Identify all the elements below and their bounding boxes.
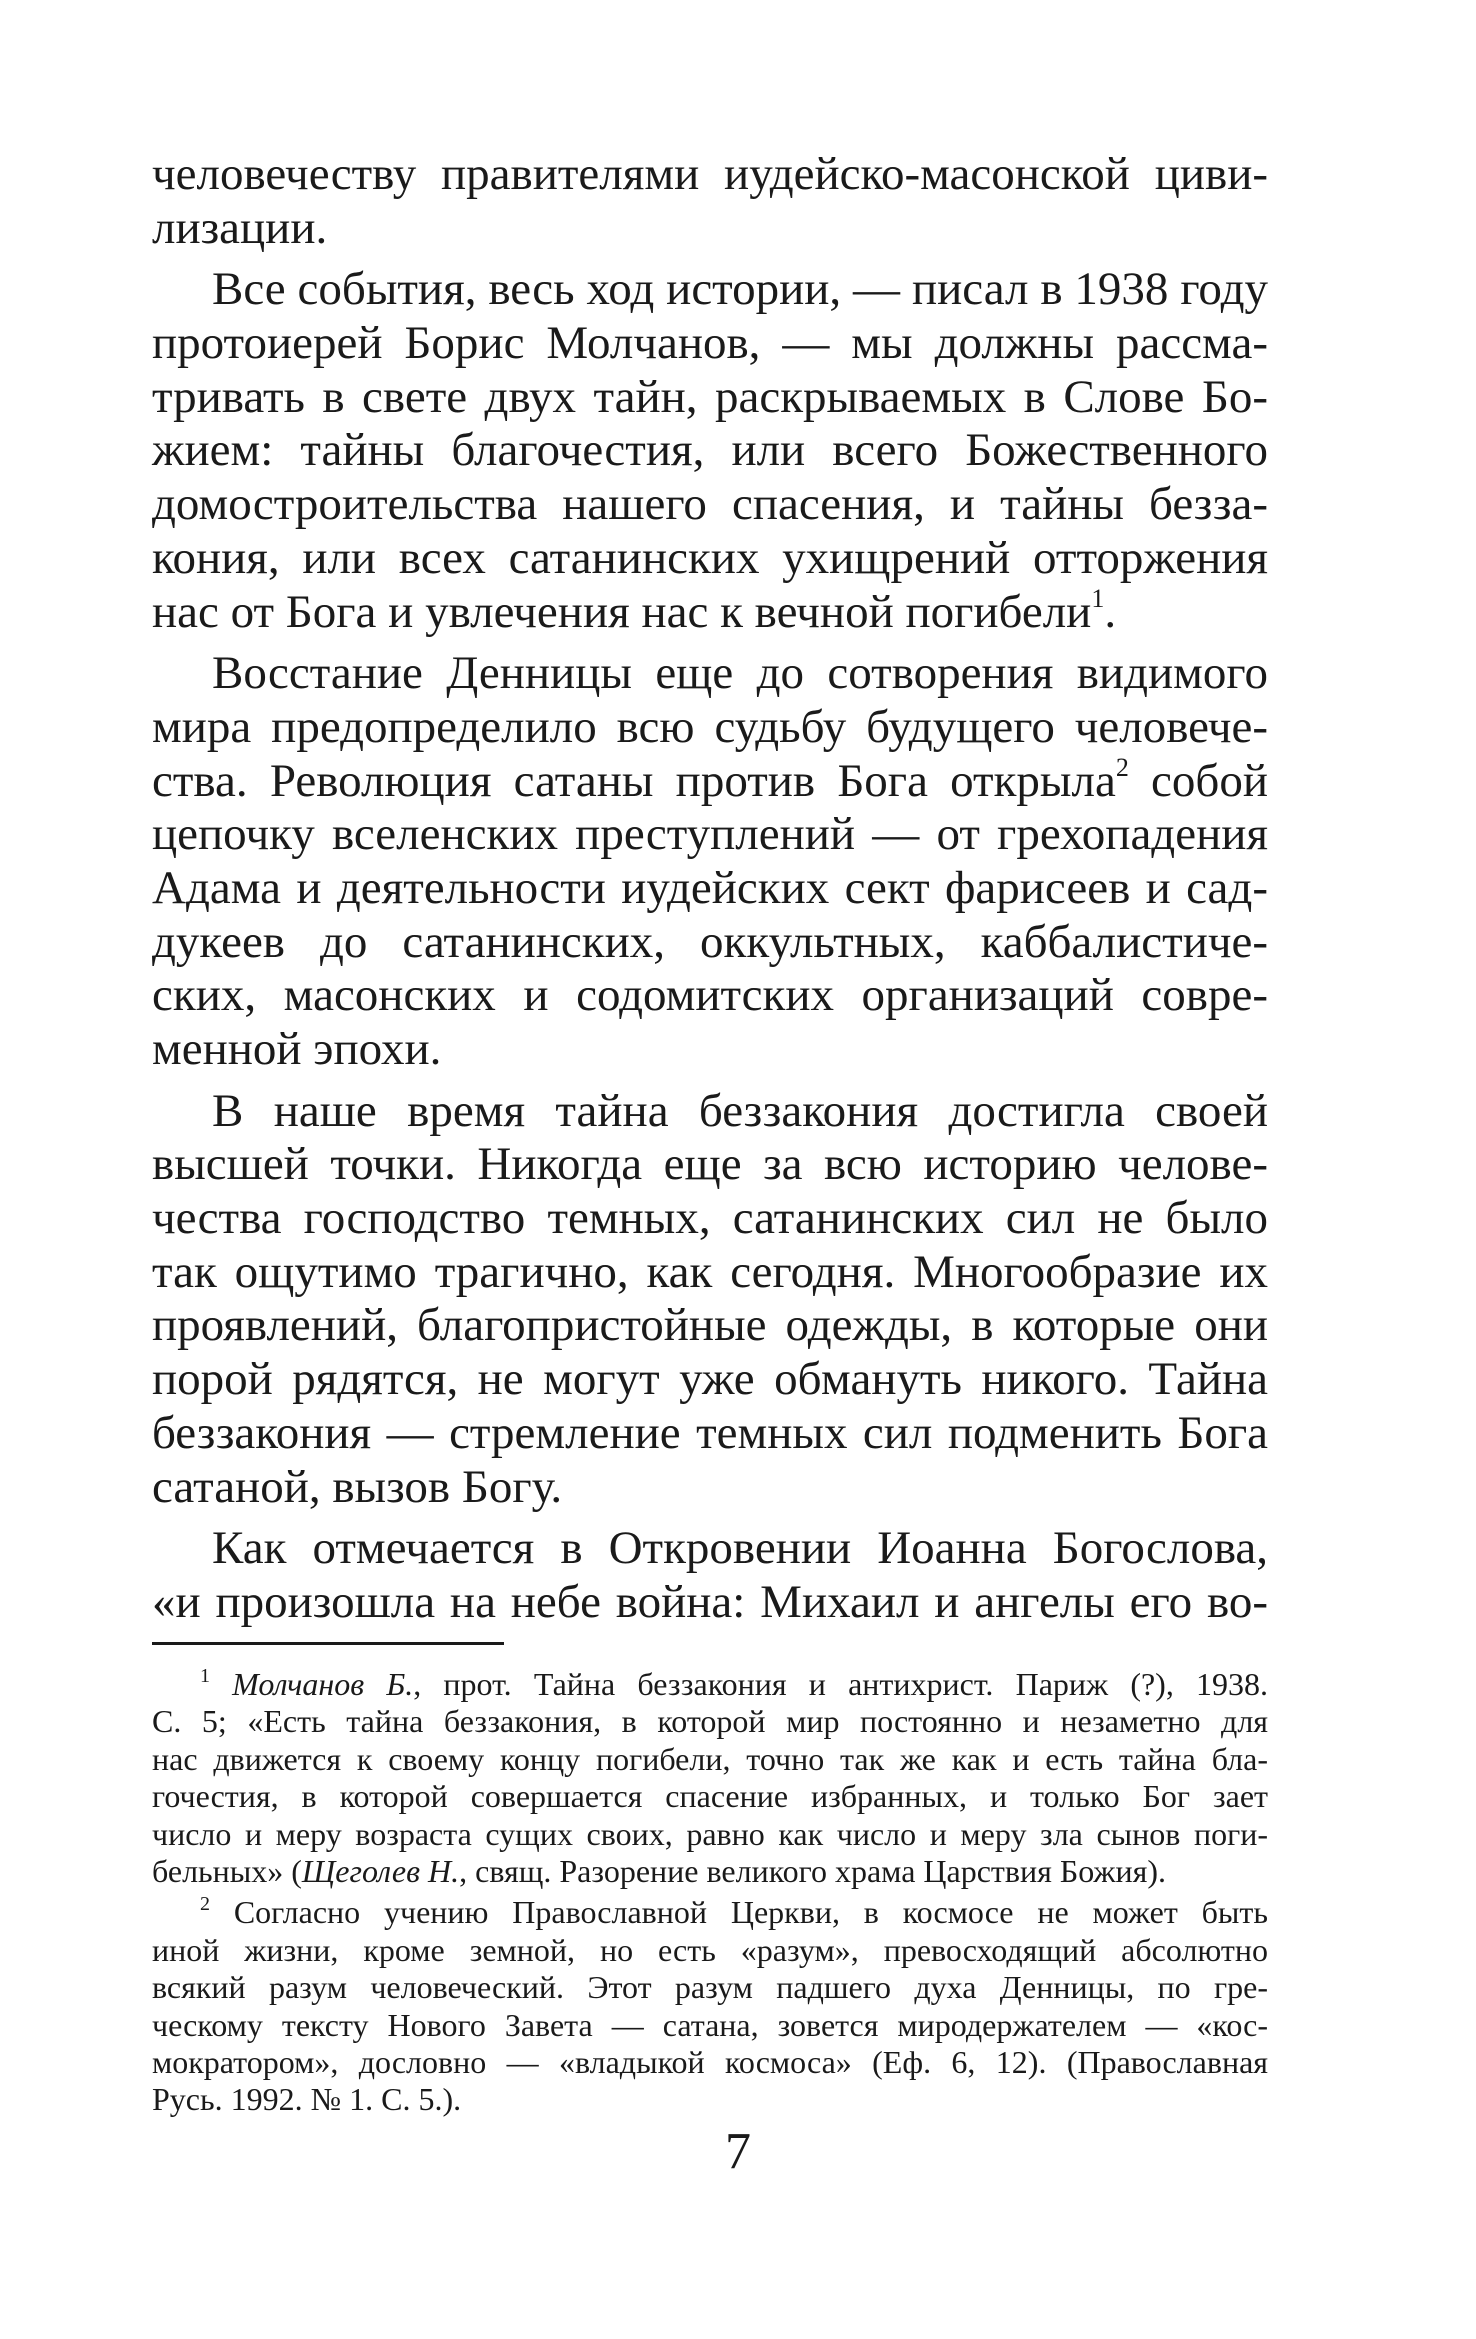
text-line: менной эпохи.	[152, 1023, 442, 1075]
footnote-author: Молчанов Б.	[232, 1666, 414, 1702]
text-line: Восстание Денницы еще до сотворения видимого	[212, 647, 1268, 700]
text-line: лизации.	[152, 201, 328, 254]
text-line: кония, или всех сатанинских ухищрений отторжения	[152, 531, 1268, 584]
footnote-2-line: Русь. 1992. № 1. С. 5.).	[152, 2081, 462, 2118]
footnote-ref-2[interactable]: 2	[1115, 752, 1129, 782]
text-line: сатаной, вызов Богу.	[152, 1460, 563, 1513]
text-line: так ощутимо трагично, как сегодня. Многообразие их	[152, 1245, 1268, 1298]
text-line: домостроительства нашего спасения, и тайны безза-	[152, 478, 1268, 531]
footnote-1-line: нас движется к своему концу погибели, точно так же как и есть тайна бла-	[152, 1740, 1268, 1777]
footnote-author: Щеголев Н.	[301, 1852, 460, 1889]
text-line: человечеству правителями иудейско-масонской циви-	[152, 148, 1268, 200]
text-line: проявлений, благопристойные одежды, в которые они	[152, 1299, 1268, 1352]
footnotes	[152, 1666, 1268, 2119]
footnote-2-line: ческому тексту Нового Завета — сатана, зовется миродержателем — «кос-	[152, 2006, 1268, 2043]
main-text	[152, 148, 1268, 1630]
text-line: порой рядятся, не могут уже обмануть никого. Тайна	[152, 1353, 1268, 1406]
text-line: беззакония — стремление темных сил подменить Бога	[152, 1406, 1268, 1459]
page-number: 7	[725, 2123, 751, 2180]
footnote-divider	[152, 1642, 504, 1645]
text-line: мира предопределило всю судьбу будущего человече-	[152, 700, 1268, 753]
text-line: дукеев до сатанинских, оккультных, каббалистиче-	[152, 915, 1268, 968]
text-line: ства. Революция сатаны против Бога открыла$^2$ собой	[152, 752, 1268, 807]
text-line: «и произошла на небе война: Михаил и ангелы его во-	[152, 1575, 1268, 1628]
text-line: Все события, весь ход истории, — писал в 1938 году	[212, 263, 1268, 316]
text-line: цепочку вселенских преступлений — от грехопадения	[152, 808, 1268, 861]
footnote-2-line: иной жизни, кроме земной, но есть «разум», превосходящий абсолютно	[152, 1931, 1268, 1968]
footnote-1-line: бельных» (Щеголев Н., свящ. Разорение великого храма Царствия Божия).	[152, 1852, 1167, 1889]
text-line: протоиерей Борис Молчанов, — мы должны рассма-	[152, 317, 1268, 370]
text-line: Как отмечается в Откровении Иоанна Богослова,	[212, 1522, 1268, 1575]
footnote-marker-2: 2	[200, 1893, 210, 1916]
text-line: чества господство темных, сатанинских сил не было	[152, 1192, 1268, 1245]
text-line: нас от Бога и увлечения нас к вечной погибели$^1$.	[152, 583, 1117, 638]
footnote-1-line: число и меру возраста сущих своих, равно как число и меру зла сынов поги-	[152, 1815, 1268, 1852]
text-line: высшей точки. Никогда еще за всю историю челове-	[152, 1138, 1268, 1191]
text-line: Адама и деятельности иудейских сект фарисеев и сад-	[152, 861, 1268, 914]
footnote-marker-1: 1	[200, 1665, 210, 1687]
text-line: жием: тайны благочестия, или всего Божественного	[152, 424, 1268, 477]
footnote-ref-1[interactable]: 1	[1091, 583, 1105, 613]
footnote-1-line: $^1$ Молчанов Б., прот. Тайна беззакония и антихрист. Париж (?), 1938.	[200, 1665, 1268, 1702]
footnote-2-line: мократором», дословно — «владыкой космоса» (Еф. 6, 12). (Православная	[152, 2043, 1268, 2080]
text-line: ских, масонских и содомитских организаций совре-	[152, 969, 1268, 1022]
text-line: В наше время тайна беззакония достигла своей	[212, 1084, 1268, 1137]
footnote-1-line: гочестия, в которой совершается спасение избранных, и только Бог зает	[152, 1778, 1268, 1815]
footnote-2-line: $^2$ Согласно учению Православной Церкви, в космосе не может быть	[200, 1893, 1268, 1931]
footnote-2-line: всякий разум человеческий. Этот разум падшего духа Денницы, по гре-	[152, 1969, 1268, 2006]
text-line: тривать в свете двух тайн, раскрываемых в Слове Бо-	[152, 370, 1268, 423]
footnote-1-line: С. 5; «Есть тайна беззакония, в которой мир постоянно и незаметно для	[152, 1703, 1268, 1740]
